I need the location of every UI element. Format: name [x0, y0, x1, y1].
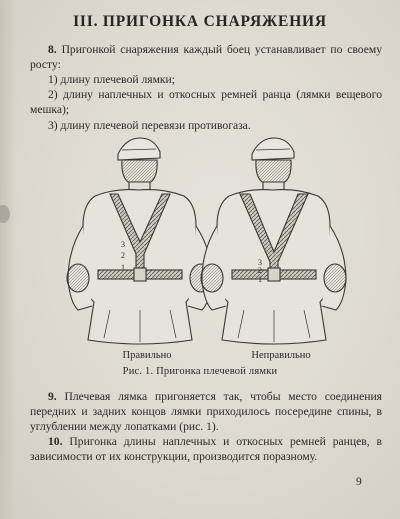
- paragraph-9-text: Плечевая лямка пригоняется так, чтобы место соединения передних и задних концов лямки приходилось посередине спины, в углублении между лопатками (рис. 1).: [30, 390, 382, 433]
- figure-1-illustration: [0, 130, 400, 370]
- paragraph-9-number: 9.: [48, 390, 57, 403]
- figure-label-incorrect: Неправильно: [251, 350, 311, 361]
- figure-incorrect: [201, 138, 346, 344]
- page-number: 9: [356, 476, 362, 488]
- paragraph-8: [30, 42, 382, 133]
- paragraph-10-text: Пригонка длины наплечных и откосных ремней ранцев, в зависимости от их конструкции, производится поразному.: [30, 435, 382, 463]
- paragraph-10-number: 10.: [48, 435, 63, 448]
- left-mark-1: 1: [121, 263, 125, 272]
- paragraph-10: [30, 434, 382, 464]
- paragraph-9: [30, 389, 382, 434]
- figure-correct: [67, 138, 212, 344]
- paragraph-8-number: 8.: [48, 43, 57, 56]
- right-mark-2: 2: [258, 266, 262, 275]
- paragraph-8-item-1: 1) длину плечевой лямки;: [48, 73, 175, 86]
- right-mark-3: 3: [258, 258, 262, 267]
- right-mark-1: 1: [258, 275, 262, 284]
- paragraph-8-intro: Пригонкой снаряжения каждый боец устанавливает по своему росту:: [30, 43, 382, 71]
- section-title: III. ПРИГОНКА СНАРЯЖЕНИЯ: [73, 13, 327, 30]
- figure-caption: Рис. 1. Пригонка плечевой лямки: [122, 366, 278, 377]
- paragraph-8-item-3: 3) длину плечевой перевязи противогаза.: [48, 119, 251, 132]
- paragraph-8-item-2: 2) длину наплечных и откосных ремней ранца (лямки вещевого мешка);: [30, 88, 382, 116]
- paragraphs-9-10: [30, 389, 382, 464]
- left-mark-3: 3: [121, 240, 125, 249]
- figure-label-correct: Правильно: [122, 350, 172, 361]
- figure-1: [0, 130, 400, 370]
- left-mark-2: 2: [121, 251, 125, 260]
